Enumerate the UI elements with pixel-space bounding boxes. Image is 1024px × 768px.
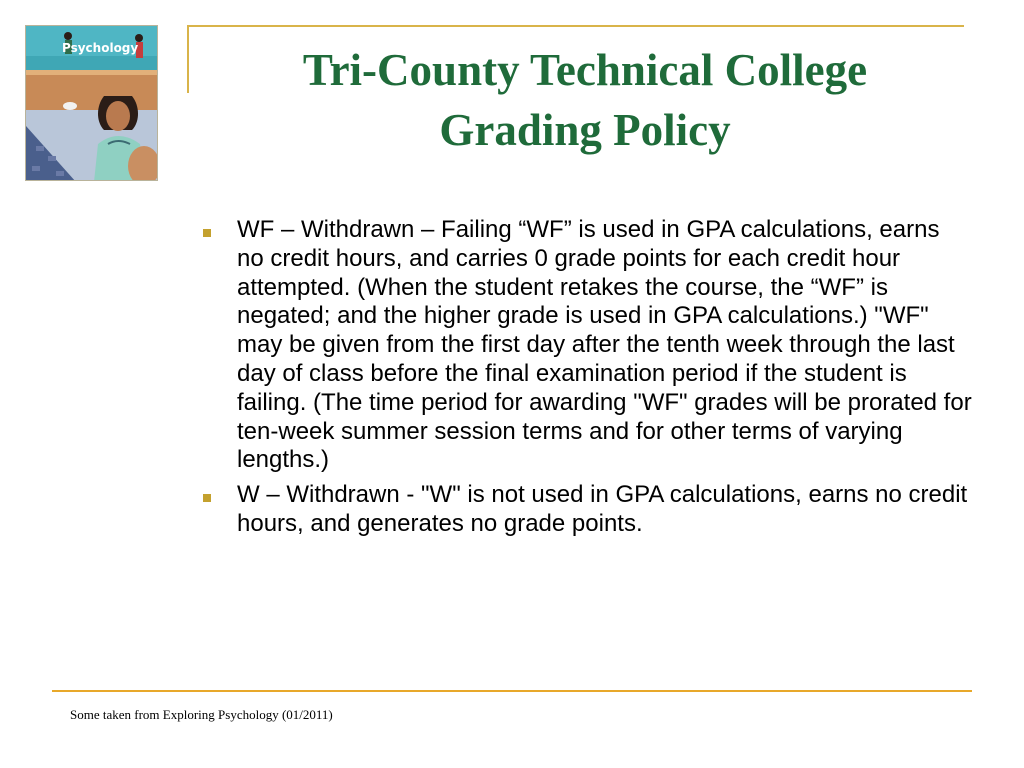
square-bullet-icon [203,494,211,502]
slide-title [190,40,980,160]
bullet-list [200,216,972,545]
bullet-text-w: W – Withdrawn - "W" is not used in GPA calculations, earns no credit hours, and generates no grade points. [237,481,968,537]
cover-title-text: Psychology [62,41,139,55]
title-rule-horizontal [187,25,964,27]
bullet-item-w [200,481,972,539]
title-rule-vertical [187,25,189,93]
bullet-text-wf: WF – Withdrawn – Failing “WF” is used in GPA calculations, earns no credit hours, and carries 0 grade points for each credit hour attempted. (When the student retakes the course, the “WF” is negated; and the higher grade is used in GPA calculations.) "WF" may be given from the first day after the tenth week through the last day of class before the final examination period if the student is failing. (The time period for awarding "WF" grades will be prorated for ten-week summer session terms and for other terms of varying lengths.) [237,216,972,474]
book-cover-image [25,25,158,181]
square-bullet-icon [203,229,211,237]
slide-title-line-1: Tri-County Technical College [302,45,868,95]
slide-title-line-2: Grading Policy [439,105,731,155]
footer-rule [52,690,972,692]
footer-source-note: Some taken from Exploring Psychology (01/2011) [70,707,333,722]
bullet-item-wf [200,216,972,475]
